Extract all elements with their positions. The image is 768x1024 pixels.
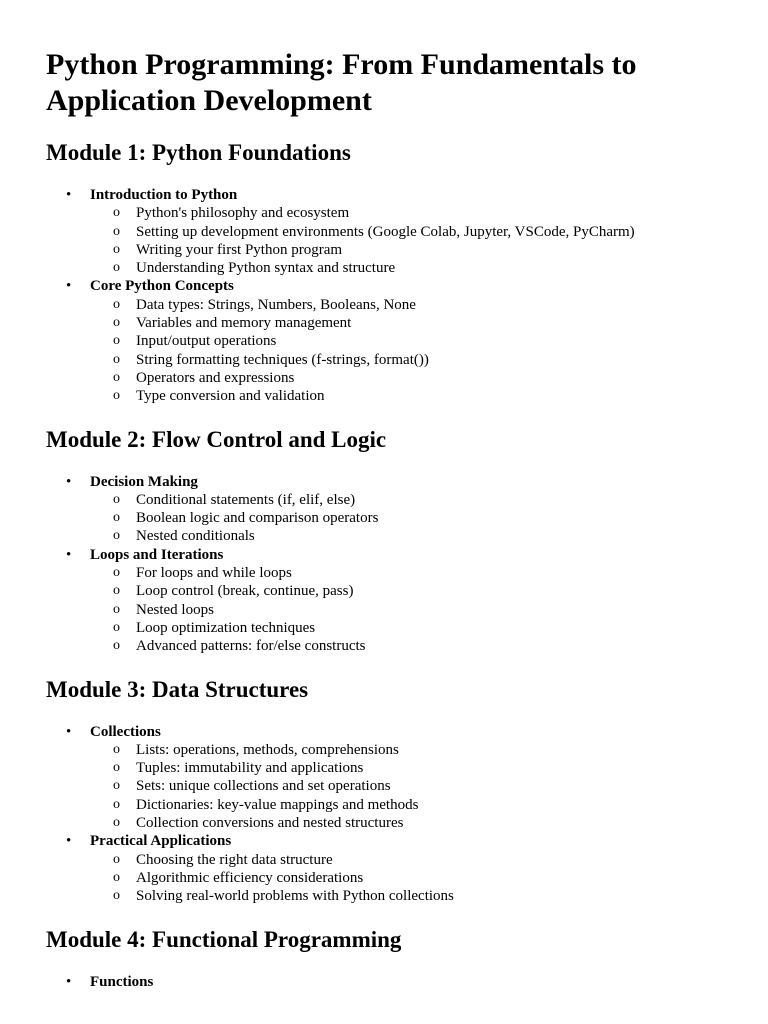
subtopic-text: Nested loops — [136, 601, 214, 618]
module-section — [46, 926, 722, 991]
module-heading: Module 4: Functional Programming — [46, 926, 402, 952]
subtopic-text: Variables and memory management — [136, 315, 352, 332]
subtopic-list — [90, 564, 722, 655]
topic-title: Decision Making — [90, 473, 198, 490]
subtopic-text: Tuples: immutability and applications — [136, 760, 364, 777]
sub-bullet-marker: o — [113, 741, 120, 757]
bullet-marker: • — [66, 473, 72, 490]
subtopic-item — [90, 527, 722, 545]
bullet-marker: • — [66, 973, 72, 990]
subtopic-text: Understanding Python syntax and structure — [136, 260, 396, 277]
subtopic-item — [90, 637, 722, 655]
sub-bullet-marker: o — [113, 888, 120, 904]
sub-bullet-marker: o — [113, 601, 120, 617]
subtopic-text: Writing your first Python program — [136, 241, 343, 258]
sub-bullet-marker: o — [113, 583, 120, 599]
sub-bullet-marker: o — [113, 351, 120, 367]
topic-item — [46, 973, 722, 991]
subtopic-item — [90, 296, 722, 314]
subtopic-text: Boolean logic and comparison operators — [136, 510, 379, 527]
topic-title: Functions — [90, 973, 154, 990]
sub-bullet-marker: o — [113, 815, 120, 831]
topic-title: Loops and Iterations — [90, 546, 224, 563]
subtopic-item — [90, 796, 722, 814]
topic-list — [46, 723, 722, 906]
subtopic-item — [90, 564, 722, 582]
subtopic-item — [90, 387, 722, 405]
sub-bullet-marker: o — [113, 260, 120, 276]
subtopic-item — [90, 241, 722, 259]
subtopic-text: Nested conditionals — [136, 528, 255, 545]
module-heading: Module 3: Data Structures — [46, 676, 309, 702]
sub-bullet-marker: o — [113, 528, 120, 544]
topic-item — [46, 473, 722, 546]
subtopic-text: Advanced patterns: for/else constructs — [136, 638, 366, 655]
subtopic-list — [90, 296, 722, 406]
sub-bullet-marker: o — [113, 796, 120, 812]
subtopic-list — [90, 204, 722, 277]
sub-bullet-marker: o — [113, 205, 120, 221]
module-heading: Module 2: Flow Control and Logic — [46, 426, 387, 452]
subtopic-text: Sets: unique collections and set operations — [136, 778, 391, 795]
topic-item — [46, 186, 722, 277]
subtopic-text: Setting up development environments (Google Colab, Jupyter, VSCode, PyCharm) — [136, 223, 635, 240]
sub-bullet-marker: o — [113, 638, 120, 654]
topic-title: Collections — [90, 723, 161, 740]
subtopic-item — [90, 314, 722, 332]
subtopic-text: For loops and while loops — [136, 565, 292, 582]
sub-bullet-marker: o — [113, 869, 120, 885]
topic-title: Practical Applications — [90, 833, 232, 850]
bullet-marker: • — [66, 278, 72, 295]
sub-bullet-marker: o — [113, 333, 120, 349]
modules-container — [46, 139, 722, 991]
subtopic-text: Algorithmic efficiency considerations — [136, 869, 364, 886]
subtopic-text: Operators and expressions — [136, 369, 295, 386]
module-section — [46, 426, 722, 656]
topic-item — [46, 546, 722, 656]
subtopic-item — [90, 741, 722, 759]
subtopic-item — [90, 369, 722, 387]
subtopic-item — [90, 851, 722, 869]
subtopic-item — [90, 887, 722, 905]
bullet-marker: • — [66, 187, 72, 203]
sub-bullet-marker: o — [113, 388, 120, 404]
topic-list — [46, 186, 722, 406]
subtopic-item — [90, 223, 722, 241]
bullet-marker: • — [66, 546, 72, 563]
subtopic-text: Python's philosophy and ecosystem — [136, 205, 350, 222]
sub-bullet-marker: o — [113, 778, 120, 794]
subtopic-item — [90, 332, 722, 350]
subtopic-item — [90, 509, 722, 527]
subtopic-text: Choosing the right data structure — [136, 851, 333, 868]
subtopic-text: Conditional statements (if, elif, else) — [136, 491, 356, 508]
topic-title: Core Python Concepts — [90, 278, 234, 295]
sub-bullet-marker: o — [113, 510, 120, 526]
sub-bullet-marker: o — [113, 851, 120, 867]
subtopic-item — [90, 814, 722, 832]
subtopic-text: Data types: Strings, Numbers, Booleans, None — [136, 296, 416, 313]
subtopic-list — [90, 851, 722, 906]
subtopic-item — [90, 351, 722, 369]
topic-item — [46, 832, 722, 905]
subtopic-item — [90, 601, 722, 619]
sub-bullet-marker: o — [113, 760, 120, 776]
subtopic-text: Type conversion and validation — [136, 388, 325, 405]
sub-bullet-marker: o — [113, 491, 120, 507]
subtopic-item — [90, 777, 722, 795]
subtopic-text: String formatting techniques (f-strings, format()) — [136, 351, 429, 368]
subtopic-text: Lists: operations, methods, comprehensions — [136, 741, 399, 758]
sub-bullet-marker: o — [113, 619, 120, 635]
sub-bullet-marker: o — [113, 565, 120, 581]
subtopic-item — [90, 759, 722, 777]
module-section — [46, 139, 722, 406]
subtopic-item — [90, 869, 722, 887]
subtopic-item — [90, 204, 722, 222]
sub-bullet-marker: o — [113, 315, 120, 331]
module-heading: Module 1: Python Foundations — [46, 140, 351, 165]
subtopic-text: Loop optimization techniques — [136, 619, 316, 636]
subtopic-text: Solving real-world problems with Python collections — [136, 888, 454, 905]
sub-bullet-marker: o — [113, 369, 120, 385]
sub-bullet-marker: o — [113, 296, 120, 312]
topic-item — [46, 723, 722, 833]
sub-bullet-marker: o — [113, 223, 120, 239]
subtopic-item — [90, 259, 722, 277]
bullet-marker: • — [66, 723, 72, 740]
subtopic-list — [90, 491, 722, 546]
topic-item — [46, 277, 722, 405]
document-title: Python Programming: From Fundamentals to Application Development — [46, 48, 637, 117]
subtopic-text: Collection conversions and nested structures — [136, 815, 404, 832]
bullet-marker: • — [66, 833, 72, 850]
topic-title: Introduction to Python — [90, 187, 238, 203]
topic-list — [46, 473, 722, 656]
module-section — [46, 676, 722, 906]
subtopic-list — [90, 741, 722, 832]
topic-list — [46, 973, 722, 991]
subtopic-item — [90, 582, 722, 600]
subtopic-text: Dictionaries: key-value mappings and methods — [136, 796, 419, 813]
subtopic-text: Loop control (break, continue, pass) — [136, 583, 354, 600]
subtopic-item — [90, 491, 722, 509]
subtopic-item — [90, 619, 722, 637]
sub-bullet-marker: o — [113, 241, 120, 257]
subtopic-text: Input/output operations — [136, 333, 277, 350]
